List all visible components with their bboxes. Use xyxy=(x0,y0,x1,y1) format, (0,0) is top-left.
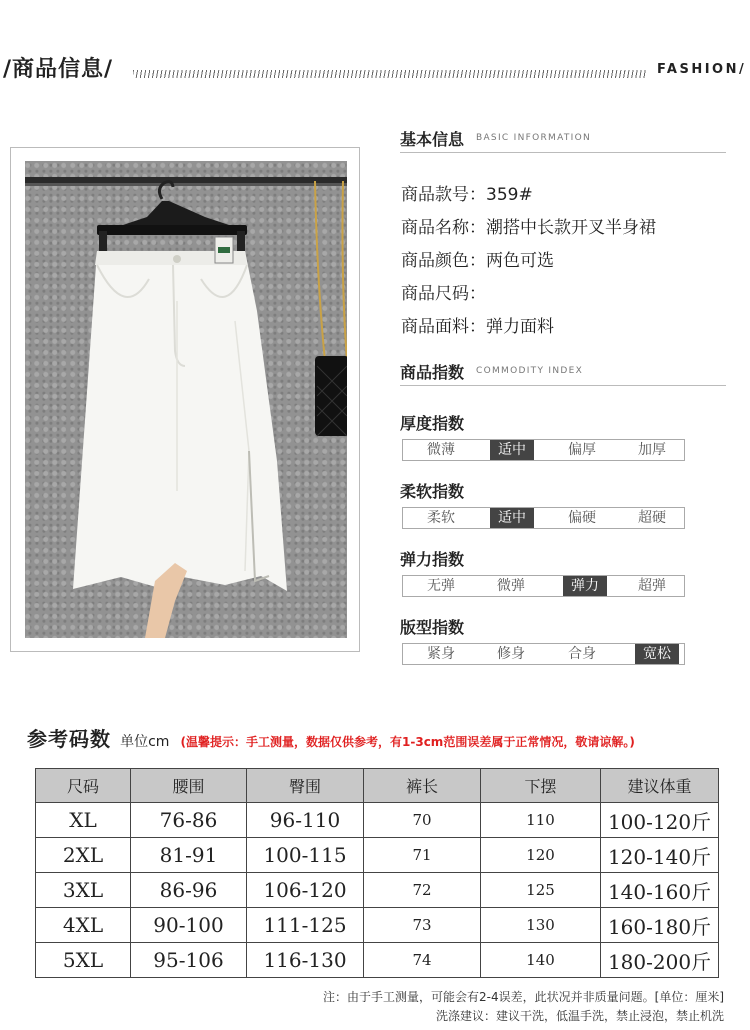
index-option: 无弹 xyxy=(427,578,455,594)
commodity-index-heading-zh: 商品指数 xyxy=(400,363,465,382)
table-cell: 120 xyxy=(481,838,601,873)
commodity-index-heading-en: COMMODITY INDEX xyxy=(476,366,584,376)
info-row-size: 商品尺码： xyxy=(401,284,486,304)
size-table xyxy=(35,768,719,978)
column-header: 臀围 xyxy=(247,769,364,803)
table-cell: 2XL xyxy=(36,838,131,873)
index-option: 微弹 xyxy=(497,578,525,594)
table-cell: 71 xyxy=(364,838,481,873)
table-cell: 111-125 xyxy=(247,908,364,943)
table-cell: 90-100 xyxy=(131,908,247,943)
index-option: 弹力 xyxy=(563,576,607,596)
column-header: 建议体重 xyxy=(601,769,719,803)
column-header: 裤长 xyxy=(364,769,481,803)
index-option: 柔软 xyxy=(427,510,455,526)
brand-label: FASHION/ xyxy=(657,62,747,77)
size-chart-heading xyxy=(27,723,635,752)
header-divider xyxy=(133,70,646,78)
table-row xyxy=(36,873,719,908)
info-row-fabric: 商品面料：弹力面料 xyxy=(401,317,554,337)
table-row xyxy=(36,803,719,838)
table-header-row xyxy=(36,769,719,803)
table-cell: 180-200斤 xyxy=(601,943,719,978)
index-bar-fit xyxy=(402,643,685,665)
measurement-note: 注：由于手工测量，可能会有2-4误差，此状况并非质量问题。[单位：厘米] xyxy=(323,990,724,1004)
basic-info-heading-en: BASIC INFORMATION xyxy=(476,133,592,143)
basic-info-heading xyxy=(400,127,726,153)
index-bar-thickness xyxy=(402,439,685,461)
index-option: 超弹 xyxy=(638,578,666,594)
table-cell: 4XL xyxy=(36,908,131,943)
table-cell: 70 xyxy=(364,803,481,838)
info-row-color: 商品颜色：两色可选 xyxy=(401,251,554,271)
table-cell: 5XL xyxy=(36,943,131,978)
table-cell: 76-86 xyxy=(131,803,247,838)
size-chart-title: 参考码数 xyxy=(27,727,111,751)
table-cell: 74 xyxy=(364,943,481,978)
index-title-thickness: 厚度指数 xyxy=(400,414,465,433)
size-chart-unit: 单位cm xyxy=(120,734,170,750)
index-bar-softness xyxy=(402,507,685,529)
index-title-softness: 柔软指数 xyxy=(400,482,465,501)
table-cell: 96-110 xyxy=(247,803,364,838)
column-header: 腰围 xyxy=(131,769,247,803)
column-header: 尺码 xyxy=(36,769,131,803)
index-option: 适中 xyxy=(490,440,534,460)
column-header: 下摆 xyxy=(481,769,601,803)
table-cell: 86-96 xyxy=(131,873,247,908)
page-title: /商品信息/ xyxy=(3,57,114,82)
info-row-name: 商品名称：潮搭中长款开叉半身裙 xyxy=(401,218,656,238)
table-cell: 110 xyxy=(481,803,601,838)
table-cell: 3XL xyxy=(36,873,131,908)
index-bar-elasticity xyxy=(402,575,685,597)
commodity-index-heading xyxy=(400,360,726,386)
table-cell: 81-91 xyxy=(131,838,247,873)
product-photo-frame xyxy=(10,147,360,652)
basic-info-heading-zh: 基本信息 xyxy=(400,130,465,149)
table-cell: 106-120 xyxy=(247,873,364,908)
table-cell: 116-130 xyxy=(247,943,364,978)
table-cell: 100-115 xyxy=(247,838,364,873)
info-row-style-no: 商品款号：359# xyxy=(401,185,533,205)
index-option: 偏硬 xyxy=(568,510,596,526)
table-cell: 73 xyxy=(364,908,481,943)
table-row xyxy=(36,838,719,873)
table-row xyxy=(36,908,719,943)
index-option: 宽松 xyxy=(635,644,679,664)
table-cell: 100-120斤 xyxy=(601,803,719,838)
table-cell: 120-140斤 xyxy=(601,838,719,873)
table-cell: XL xyxy=(36,803,131,838)
table-cell: 95-106 xyxy=(131,943,247,978)
index-option: 紧身 xyxy=(427,646,455,662)
index-title-elasticity: 弹力指数 xyxy=(400,550,465,569)
size-chart-tip: (温馨提示：手工测量，数据仅供参考，有1-3cm范围误差属于正常情况，敬请谅解。) xyxy=(180,735,635,749)
index-option: 微薄 xyxy=(427,442,455,458)
table-cell: 140 xyxy=(481,943,601,978)
table-cell: 130 xyxy=(481,908,601,943)
index-option: 加厚 xyxy=(638,442,666,458)
table-cell: 140-160斤 xyxy=(601,873,719,908)
product-photo xyxy=(25,161,347,638)
page-header xyxy=(0,48,750,88)
table-row xyxy=(36,943,719,978)
table-cell: 125 xyxy=(481,873,601,908)
table-cell: 160-180斤 xyxy=(601,908,719,943)
wash-note: 洗涤建议：建议干洗，低温手洗，禁止浸泡，禁止机洗 xyxy=(435,1009,724,1023)
index-title-fit: 版型指数 xyxy=(400,618,465,637)
index-option: 偏厚 xyxy=(568,442,596,458)
index-option: 超硬 xyxy=(638,510,666,526)
table-cell: 72 xyxy=(364,873,481,908)
index-option: 合身 xyxy=(568,646,596,662)
index-option: 修身 xyxy=(497,646,525,662)
index-option: 适中 xyxy=(490,508,534,528)
